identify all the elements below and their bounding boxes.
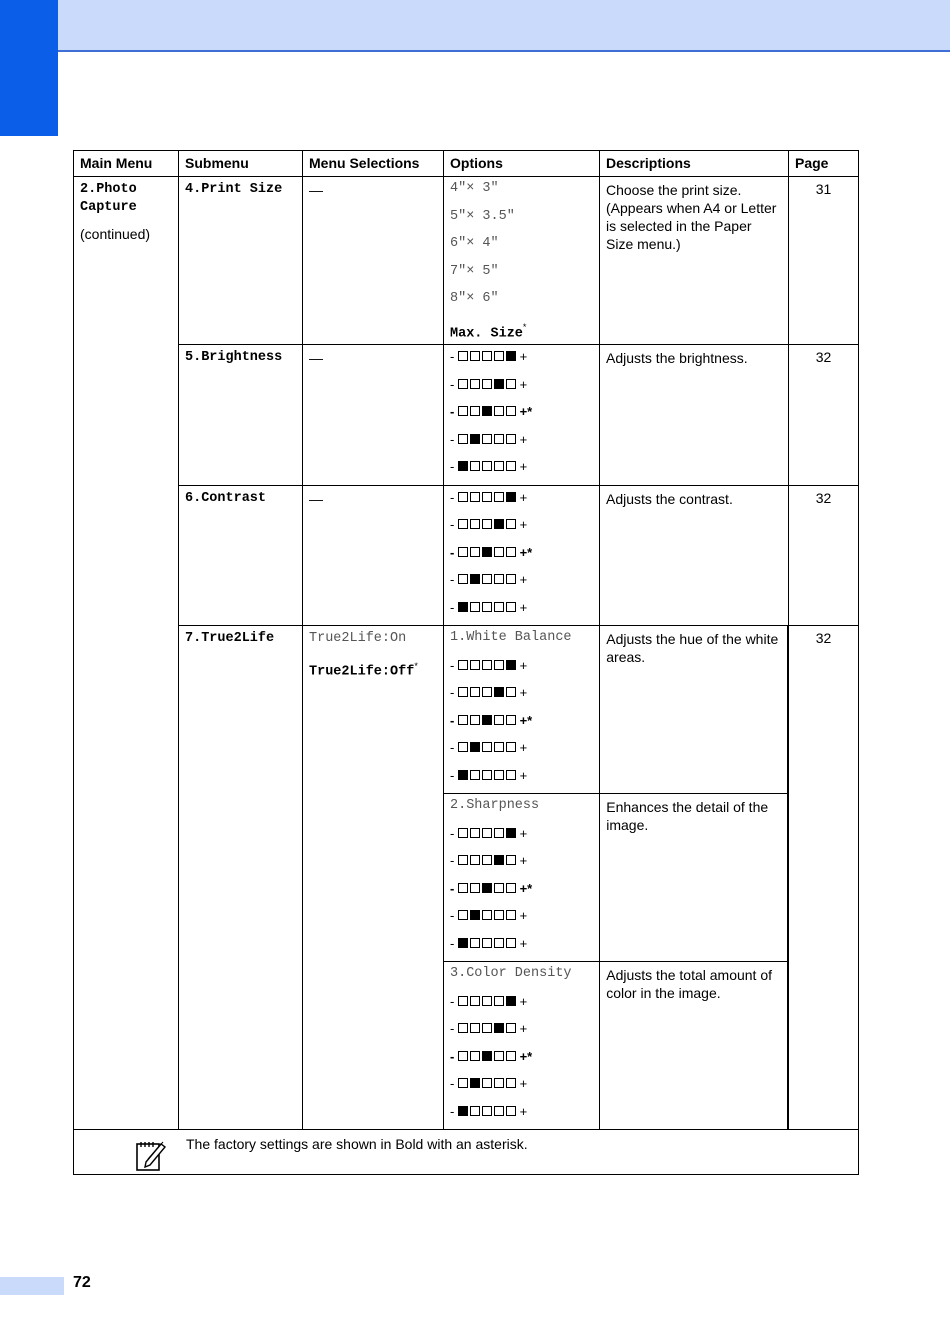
empty-square: [482, 828, 492, 838]
header-descriptions: Descriptions: [600, 151, 789, 177]
filled-square: [482, 547, 492, 557]
level-option: [450, 906, 593, 934]
empty-square: [482, 574, 492, 584]
level-bar: [458, 910, 516, 920]
level-bar: [458, 547, 516, 557]
plus-sign: +: [515, 376, 528, 392]
empty-square: [506, 379, 516, 389]
empty-square: [470, 855, 480, 865]
empty-square: [482, 434, 492, 444]
filled-square: [470, 1078, 480, 1088]
empty-square: [494, 770, 504, 780]
level-option: [450, 683, 593, 711]
submenu-true2life: 7.True2Life: [185, 631, 275, 646]
submenu-brightness: 5.Brightness: [185, 350, 283, 365]
level-bar: [458, 938, 516, 948]
plus-sign: +: [515, 349, 528, 364]
header-main-menu: Main Menu: [74, 151, 179, 177]
empty-square: [494, 574, 504, 584]
level-option: [450, 430, 593, 458]
level-bar: [458, 1051, 516, 1061]
level-bar: [458, 434, 516, 444]
empty-square: [458, 742, 468, 752]
level-bar: [458, 1106, 516, 1116]
minus-sign: -: [450, 517, 458, 532]
level-bar: [458, 855, 516, 865]
empty-square: [470, 938, 480, 948]
level-option: [450, 766, 593, 794]
filled-square: [458, 461, 468, 471]
option-print-size: 7"× 5": [450, 263, 499, 279]
empty-square: [506, 1023, 516, 1033]
level-option: [450, 543, 593, 571]
empty-square: [470, 770, 480, 780]
level-option: [450, 851, 593, 879]
level-option: [450, 934, 593, 962]
note-text: The factory settings are shown in Bold with an asterisk.: [186, 1136, 528, 1152]
level-option: [450, 1074, 593, 1102]
filled-square: [482, 883, 492, 893]
selection-true2life-on: True2Life:On: [309, 631, 407, 646]
filled-square: [494, 519, 504, 529]
note-row: [74, 1130, 859, 1175]
level-bar: [458, 996, 516, 1006]
empty-square: [458, 351, 468, 361]
empty-square: [458, 1023, 468, 1033]
level-bar: [458, 406, 516, 416]
plus-sign: +: [515, 1103, 528, 1119]
empty-square: [470, 461, 480, 471]
level-bar: [458, 1023, 516, 1033]
main-menu-cell: [74, 177, 179, 1130]
empty-square: [458, 406, 468, 416]
empty-square: [506, 742, 516, 752]
level-option: [450, 656, 593, 684]
selection-true2life-off: True2Life:Off*: [309, 661, 418, 680]
page-true2life: 32: [815, 630, 832, 646]
plus-sign: +: [515, 459, 528, 474]
level-option: [450, 515, 593, 543]
empty-square: [458, 574, 468, 584]
level-bar: [458, 770, 516, 780]
plus-sign: +: [515, 517, 528, 532]
empty-square: [470, 519, 480, 529]
notepad-pencil-icon: [134, 1138, 168, 1172]
minus-sign: -: [450, 599, 458, 615]
level-bar: [458, 715, 516, 725]
level-option: [450, 402, 593, 430]
empty-square: [494, 1106, 504, 1116]
empty-square: [482, 910, 492, 920]
minus-sign: -: [450, 880, 458, 896]
empty-square: [458, 1078, 468, 1088]
description-brightness: Adjusts the brightness.: [606, 350, 748, 366]
page-brightness: 32: [815, 349, 832, 365]
empty-square: [506, 461, 516, 471]
empty-square: [494, 492, 504, 502]
filled-square: [506, 660, 516, 670]
plus-sign: +*: [515, 544, 533, 560]
minus-sign: -: [450, 1076, 458, 1091]
options-sharpness: [450, 824, 593, 962]
description-white-balance: Adjusts the hue of the white areas.: [606, 631, 779, 665]
minus-sign: -: [450, 404, 458, 419]
minus-sign: -: [450, 935, 458, 951]
empty-square: [482, 492, 492, 502]
option-print-size: 4"× 3": [450, 181, 499, 196]
level-option: [450, 375, 593, 403]
page-number: 72: [73, 1274, 91, 1291]
level-bar: [458, 519, 516, 529]
empty-square: [494, 715, 504, 725]
level-option: [450, 488, 593, 516]
filled-square: [458, 938, 468, 948]
minus-sign: -: [450, 685, 458, 700]
minus-sign: -: [450, 740, 458, 755]
description-sharpness: Enhances the detail of the image.: [606, 799, 769, 833]
level-option: [450, 992, 593, 1020]
level-option: [450, 598, 593, 626]
table-row-true2life: [74, 626, 859, 1130]
option-color-density-label: 3.Color Density: [450, 966, 572, 981]
empty-square: [494, 434, 504, 444]
filled-square: [494, 379, 504, 389]
plus-sign: +: [515, 1021, 528, 1036]
level-option: [450, 824, 593, 852]
level-bar: [458, 883, 516, 893]
filled-square: [470, 434, 480, 444]
empty-square: [506, 1106, 516, 1116]
empty-square: [494, 883, 504, 893]
description-print-size: Choose the print size. (Appears when A4 or Letter is selected in the Paper Size menu.): [606, 182, 777, 252]
plus-sign: +: [515, 935, 528, 951]
level-bar: [458, 1078, 516, 1088]
plus-sign: +*: [515, 404, 533, 419]
options-brightness: [444, 345, 599, 485]
empty-square: [470, 996, 480, 1006]
empty-square: [506, 855, 516, 865]
chapter-tab: [0, 0, 58, 136]
plus-sign: +: [515, 657, 528, 673]
empty-square: [494, 828, 504, 838]
minus-sign: -: [450, 376, 458, 392]
options-white-balance: [450, 656, 593, 794]
empty-square: [482, 602, 492, 612]
table-row-contrast: [74, 485, 859, 626]
selection-brightness: —: [309, 350, 323, 366]
minus-sign: -: [450, 572, 458, 587]
level-option: [450, 1019, 593, 1047]
level-option: [450, 711, 593, 739]
empty-square: [494, 461, 504, 471]
plus-sign: +: [515, 993, 528, 1009]
empty-square: [506, 910, 516, 920]
level-bar: [458, 660, 516, 670]
empty-square: [482, 351, 492, 361]
minus-sign: -: [450, 825, 458, 841]
empty-square: [470, 1051, 480, 1061]
submenu-contrast: 6.Contrast: [185, 490, 267, 506]
level-bar: [458, 687, 516, 697]
main-menu-continued: (continued): [80, 226, 151, 242]
minus-sign: -: [450, 908, 458, 923]
empty-square: [506, 406, 516, 416]
level-bar: [458, 492, 516, 502]
empty-square: [482, 855, 492, 865]
empty-square: [458, 1051, 468, 1061]
level-option: [450, 457, 593, 485]
empty-square: [494, 996, 504, 1006]
filled-square: [470, 910, 480, 920]
table-row-print-size: [74, 177, 859, 345]
plus-sign: +*: [515, 1048, 533, 1064]
minus-sign: -: [450, 431, 458, 447]
plus-sign: +: [515, 1076, 528, 1091]
empty-square: [458, 379, 468, 389]
level-bar: [458, 742, 516, 752]
header-options: Options: [444, 151, 600, 177]
empty-square: [470, 406, 480, 416]
empty-square: [482, 379, 492, 389]
empty-square: [494, 910, 504, 920]
empty-square: [482, 687, 492, 697]
plus-sign: +*: [515, 712, 533, 728]
level-bar: [458, 351, 516, 361]
empty-square: [482, 461, 492, 471]
option-print-size-default: Max. Size*: [450, 321, 527, 341]
minus-sign: -: [450, 459, 458, 474]
empty-square: [494, 660, 504, 670]
empty-square: [506, 687, 516, 697]
page-contrast: 32: [815, 489, 832, 506]
main-menu-name-line1: 2.Photo: [80, 182, 137, 197]
empty-square: [458, 715, 468, 725]
plus-sign: +: [515, 767, 528, 783]
option-white-balance-label: 1.White Balance: [450, 630, 572, 645]
minus-sign: -: [450, 1021, 458, 1036]
options-print-size: [444, 177, 599, 344]
empty-square: [470, 602, 480, 612]
table-header-row: [74, 151, 859, 177]
empty-square: [494, 406, 504, 416]
empty-square: [470, 715, 480, 725]
plus-sign: +: [515, 685, 528, 700]
filled-square: [458, 1106, 468, 1116]
empty-square: [470, 379, 480, 389]
empty-square: [458, 828, 468, 838]
main-menu-name-line2: Capture: [80, 200, 137, 215]
option-print-size: 8"× 6": [450, 291, 499, 306]
empty-square: [470, 547, 480, 557]
page-number-band: [0, 1277, 64, 1295]
filled-square: [494, 1023, 504, 1033]
empty-square: [470, 492, 480, 502]
plus-sign: +: [515, 599, 528, 615]
plus-sign: +: [515, 489, 528, 505]
empty-square: [458, 434, 468, 444]
empty-square: [458, 910, 468, 920]
plus-sign: +: [515, 853, 528, 868]
filled-square: [482, 406, 492, 416]
empty-square: [482, 742, 492, 752]
empty-square: [458, 855, 468, 865]
settings-table: [73, 150, 859, 1175]
empty-square: [506, 574, 516, 584]
level-bar: [458, 574, 516, 584]
subrow-sharpness: [444, 794, 788, 962]
empty-square: [458, 660, 468, 670]
empty-square: [458, 519, 468, 529]
subrow-color-density: [444, 962, 788, 1130]
plus-sign: +: [515, 572, 528, 587]
filled-square: [458, 770, 468, 780]
level-option: [450, 1102, 593, 1130]
empty-square: [470, 351, 480, 361]
plus-sign: +: [515, 825, 528, 841]
subrow-white-balance: [444, 626, 788, 794]
level-option: [450, 347, 593, 375]
filled-square: [482, 715, 492, 725]
minus-sign: -: [450, 1103, 458, 1119]
level-option: [450, 570, 593, 598]
header-page: Page: [789, 151, 859, 177]
plus-sign: +: [515, 908, 528, 923]
empty-square: [470, 883, 480, 893]
minus-sign: -: [450, 853, 458, 868]
empty-square: [458, 996, 468, 1006]
header-menu-selections: Menu Selections: [303, 151, 444, 177]
table-row-brightness: [74, 345, 859, 486]
minus-sign: -: [450, 544, 458, 560]
plus-sign: +: [515, 740, 528, 755]
option-sharpness-label: 2.Sharpness: [450, 798, 540, 813]
empty-square: [482, 1078, 492, 1088]
level-bar: [458, 379, 516, 389]
empty-square: [506, 519, 516, 529]
filled-square: [506, 492, 516, 502]
level-option: [450, 738, 593, 766]
empty-square: [482, 519, 492, 529]
empty-square: [470, 828, 480, 838]
empty-square: [506, 883, 516, 893]
true2life-subtable: [444, 626, 788, 1129]
empty-square: [482, 996, 492, 1006]
empty-square: [458, 883, 468, 893]
filled-square: [458, 602, 468, 612]
option-print-size: 5"× 3.5": [450, 208, 515, 224]
header-submenu: Submenu: [179, 151, 303, 177]
filled-square: [494, 687, 504, 697]
empty-square: [494, 602, 504, 612]
empty-square: [506, 770, 516, 780]
empty-square: [458, 492, 468, 502]
description-contrast: Adjusts the contrast.: [606, 490, 733, 507]
empty-square: [494, 1051, 504, 1061]
filled-square: [482, 1051, 492, 1061]
plus-sign: +: [515, 431, 528, 447]
filled-square: [470, 574, 480, 584]
empty-square: [482, 660, 492, 670]
options-contrast: [444, 486, 599, 626]
empty-square: [470, 1106, 480, 1116]
empty-square: [458, 687, 468, 697]
empty-square: [506, 547, 516, 557]
selection-true2life: [303, 626, 443, 686]
plus-sign: +*: [515, 880, 533, 896]
minus-sign: -: [450, 993, 458, 1009]
empty-square: [482, 770, 492, 780]
empty-square: [494, 938, 504, 948]
minus-sign: -: [450, 712, 458, 728]
option-print-size: 6"× 4": [450, 236, 499, 251]
empty-square: [470, 660, 480, 670]
level-bar: [458, 828, 516, 838]
empty-square: [494, 742, 504, 752]
filled-square: [506, 351, 516, 361]
minus-sign: -: [450, 489, 458, 505]
empty-square: [494, 1078, 504, 1088]
filled-square: [470, 742, 480, 752]
minus-sign: -: [450, 1048, 458, 1064]
selection-contrast: —: [309, 490, 323, 507]
empty-square: [506, 602, 516, 612]
filled-square: [494, 855, 504, 865]
minus-sign: -: [450, 767, 458, 783]
empty-square: [482, 1023, 492, 1033]
submenu-print-size: 4.Print Size: [185, 182, 283, 197]
level-bar: [458, 461, 516, 471]
level-option: [450, 879, 593, 907]
selection-print-size: —: [309, 182, 323, 198]
description-color-density: Adjusts the total amount of color in the image.: [606, 967, 773, 1001]
empty-square: [506, 715, 516, 725]
page-print-size: 31: [815, 181, 832, 197]
options-color-density: [450, 992, 593, 1130]
level-option: [450, 1047, 593, 1075]
empty-square: [494, 547, 504, 557]
empty-square: [506, 938, 516, 948]
empty-square: [482, 1106, 492, 1116]
minus-sign: -: [450, 657, 458, 673]
filled-square: [506, 996, 516, 1006]
header-band: [0, 0, 950, 52]
empty-square: [506, 1078, 516, 1088]
empty-square: [506, 1051, 516, 1061]
empty-square: [458, 547, 468, 557]
level-bar: [458, 602, 516, 612]
empty-square: [470, 687, 480, 697]
minus-sign: -: [450, 349, 458, 364]
empty-square: [482, 938, 492, 948]
empty-square: [506, 434, 516, 444]
empty-square: [470, 1023, 480, 1033]
empty-square: [494, 351, 504, 361]
filled-square: [506, 828, 516, 838]
